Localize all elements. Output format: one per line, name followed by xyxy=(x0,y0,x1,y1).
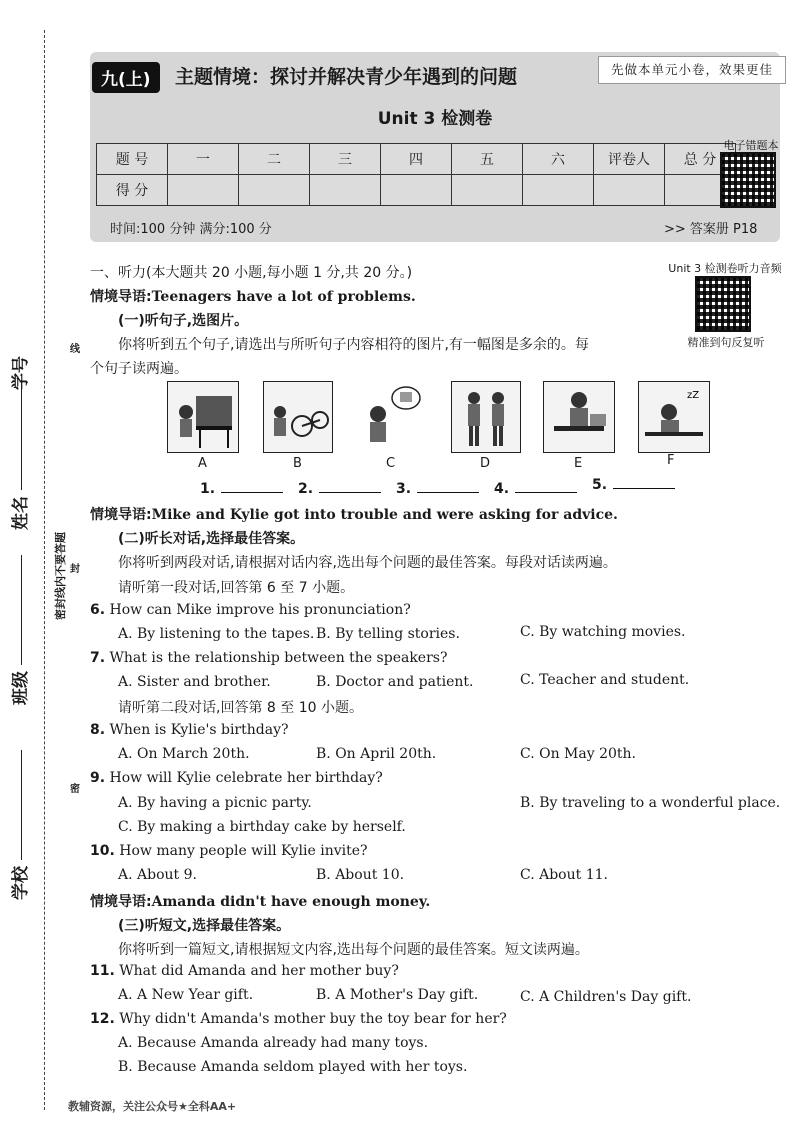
picture-label: C xyxy=(386,456,396,471)
unit-title: Unit 3 检测卷 xyxy=(377,109,493,129)
score-input-cell[interactable] xyxy=(594,175,665,206)
answer-blank[interactable]: 5. xyxy=(592,477,675,493)
picture-a xyxy=(167,381,239,453)
binding-dashed-line xyxy=(44,30,45,1110)
part1-instruction-cont: 个句子读两遍。 xyxy=(90,361,188,377)
qr-code-icon[interactable] xyxy=(720,152,776,208)
scene-intro-1: 情境导语:Teenagers have a lot of problems. xyxy=(90,289,416,305)
picture-f xyxy=(638,381,710,453)
score-cell: 得 分 xyxy=(97,175,168,206)
score-input-cell[interactable] xyxy=(381,175,452,206)
part2-instruction: 你将听到两段对话,请根据对话内容,选出每个问题的最佳答案。每段对话读两遍。 xyxy=(118,555,617,571)
option-c[interactable]: C. On May 20th. xyxy=(520,746,637,762)
picture-d xyxy=(451,381,521,453)
question-7: 7. What is the relationship between the speakers? xyxy=(90,650,448,666)
question-8: 8. When is Kylie's birthday? xyxy=(90,722,289,738)
name-field: 姓名 xyxy=(6,380,31,530)
section-heading: 一、听力(本大题共 20 小题,每小题 1 分,共 20 分。) xyxy=(90,265,413,281)
score-cell: 二 xyxy=(239,144,310,175)
qr-label: 电子错题本 xyxy=(723,139,779,152)
score-input-cell[interactable] xyxy=(523,175,594,206)
option-b[interactable]: B. About 10. xyxy=(316,867,405,883)
score-cell: 总 分 xyxy=(665,144,736,175)
answer-blank[interactable]: 2. xyxy=(298,481,381,497)
dialog1-instruction: 请听第一段对话,回答第 6 至 7 小题。 xyxy=(118,580,355,596)
score-cell: 题 号 xyxy=(97,144,168,175)
seal-char-secret: 密 xyxy=(70,784,80,795)
audio-qr-code-icon[interactable] xyxy=(695,276,751,332)
picture-label: B xyxy=(293,456,302,471)
class-field: 班级 xyxy=(6,555,31,705)
option-a[interactable]: A. About 9. xyxy=(118,867,197,883)
picture-b xyxy=(263,381,333,453)
score-cell: 三 xyxy=(310,144,381,175)
score-table-header-row xyxy=(97,144,736,175)
question-10: 10. How many people will Kylie invite? xyxy=(90,843,368,859)
score-cell: 评卷人 xyxy=(594,144,665,175)
scene-intro-3: 情境导语:Amanda didn't have enough money. xyxy=(90,894,431,910)
tip-note: 先做本单元小卷，效果更佳 xyxy=(598,56,786,84)
student-no-field: 学号 xyxy=(11,356,31,390)
option-a[interactable]: A. By having a picnic party. xyxy=(118,795,312,811)
svg-text:zZ: zZ xyxy=(687,390,700,401)
school-field: 学校 xyxy=(6,750,31,900)
dialog2-instruction: 请听第二段对话,回答第 8 至 10 小题。 xyxy=(118,700,363,716)
answer-blank[interactable]: 1. xyxy=(200,481,283,497)
score-table-score-row xyxy=(97,175,736,206)
audio-qr-caption: 精准到句反复听 xyxy=(687,336,765,349)
option-b[interactable]: B. By telling stories. xyxy=(316,626,460,642)
question-6: 6. How can Mike improve his pronunciation? xyxy=(90,602,411,618)
question-12: 12. Why didn't Amanda's mother buy the toy bear for her? xyxy=(90,1011,507,1027)
footer-note: 教辅资源，关注公众号★全科AA+ xyxy=(68,1100,237,1113)
score-input-cell[interactable] xyxy=(168,175,239,206)
option-b[interactable]: B. By traveling to a wonderful place. xyxy=(520,795,781,811)
option-a[interactable]: A. On March 20th. xyxy=(118,746,250,762)
option-a[interactable]: A. By listening to the tapes. xyxy=(118,626,315,642)
option-b[interactable]: B. Because Amanda seldom played with her toys. xyxy=(118,1059,468,1075)
option-a[interactable]: A. Sister and brother. xyxy=(118,674,271,690)
option-c[interactable]: C. Teacher and student. xyxy=(520,672,690,688)
question-11: 11. What did Amanda and her mother buy? xyxy=(90,963,399,979)
part1-title: (一)听句子,选图片。 xyxy=(118,313,249,329)
score-cell: 五 xyxy=(452,144,523,175)
answer-reference: >> 答案册 P18 xyxy=(664,222,758,237)
scene-intro-2: 情境导语:Mike and Kylie got into trouble and were asking for advice. xyxy=(90,507,618,523)
theme-title: 主题情境：探讨并解决青少年遇到的问题 xyxy=(175,66,518,88)
answer-blank[interactable]: 4. xyxy=(494,481,577,497)
seal-note: 密封线内不要答题 xyxy=(54,532,67,620)
part1-instruction: 你将听到五个句子,请选出与所听句子内容相符的图片,有一幅图是多余的。每 xyxy=(118,337,589,353)
picture-label: D xyxy=(480,456,491,471)
picture-label: A xyxy=(198,456,207,471)
option-b[interactable]: B. On April 20th. xyxy=(316,746,437,762)
seal-char-line: 线 xyxy=(70,344,80,355)
option-a[interactable]: A. A New Year gift. xyxy=(118,987,254,1003)
option-c[interactable]: C. About 11. xyxy=(520,867,608,883)
option-a[interactable]: A. Because Amanda already had many toys. xyxy=(118,1035,429,1051)
part3-title: (三)听短文,选择最佳答案。 xyxy=(118,918,291,934)
picture-label: F xyxy=(667,453,675,468)
picture-label: E xyxy=(574,456,583,471)
part3-instruction: 你将听到一篇短文,请根据短文内容,选出每个问题的最佳答案。短文读两遍。 xyxy=(118,942,589,958)
option-b[interactable]: B. Doctor and patient. xyxy=(316,674,474,690)
grade-badge: 九(上) xyxy=(92,62,160,93)
score-input-cell[interactable] xyxy=(452,175,523,206)
score-cell: 四 xyxy=(381,144,452,175)
picture-e xyxy=(543,381,615,453)
option-c[interactable]: C. By making a birthday cake by herself. xyxy=(118,819,406,835)
option-b[interactable]: B. A Mother's Day gift. xyxy=(316,987,479,1003)
option-c[interactable]: C. By watching movies. xyxy=(520,624,686,640)
score-input-cell[interactable] xyxy=(310,175,381,206)
time-info: 时间:100 分钟 满分:100 分 xyxy=(110,222,272,237)
audio-qr-title: Unit 3 检测卷听力音频 xyxy=(668,262,782,275)
answer-blank[interactable]: 3. xyxy=(396,481,479,497)
seal-char-seal: 封 xyxy=(70,564,80,575)
picture-c xyxy=(355,381,427,453)
score-cell: 六 xyxy=(523,144,594,175)
part2-title: (二)听长对话,选择最佳答案。 xyxy=(118,531,305,547)
score-cell: 一 xyxy=(168,144,239,175)
score-input-cell[interactable] xyxy=(239,175,310,206)
question-9: 9. How will Kylie celebrate her birthday? xyxy=(90,770,383,786)
option-c[interactable]: C. A Children's Day gift. xyxy=(520,989,692,1005)
score-table xyxy=(96,143,736,206)
